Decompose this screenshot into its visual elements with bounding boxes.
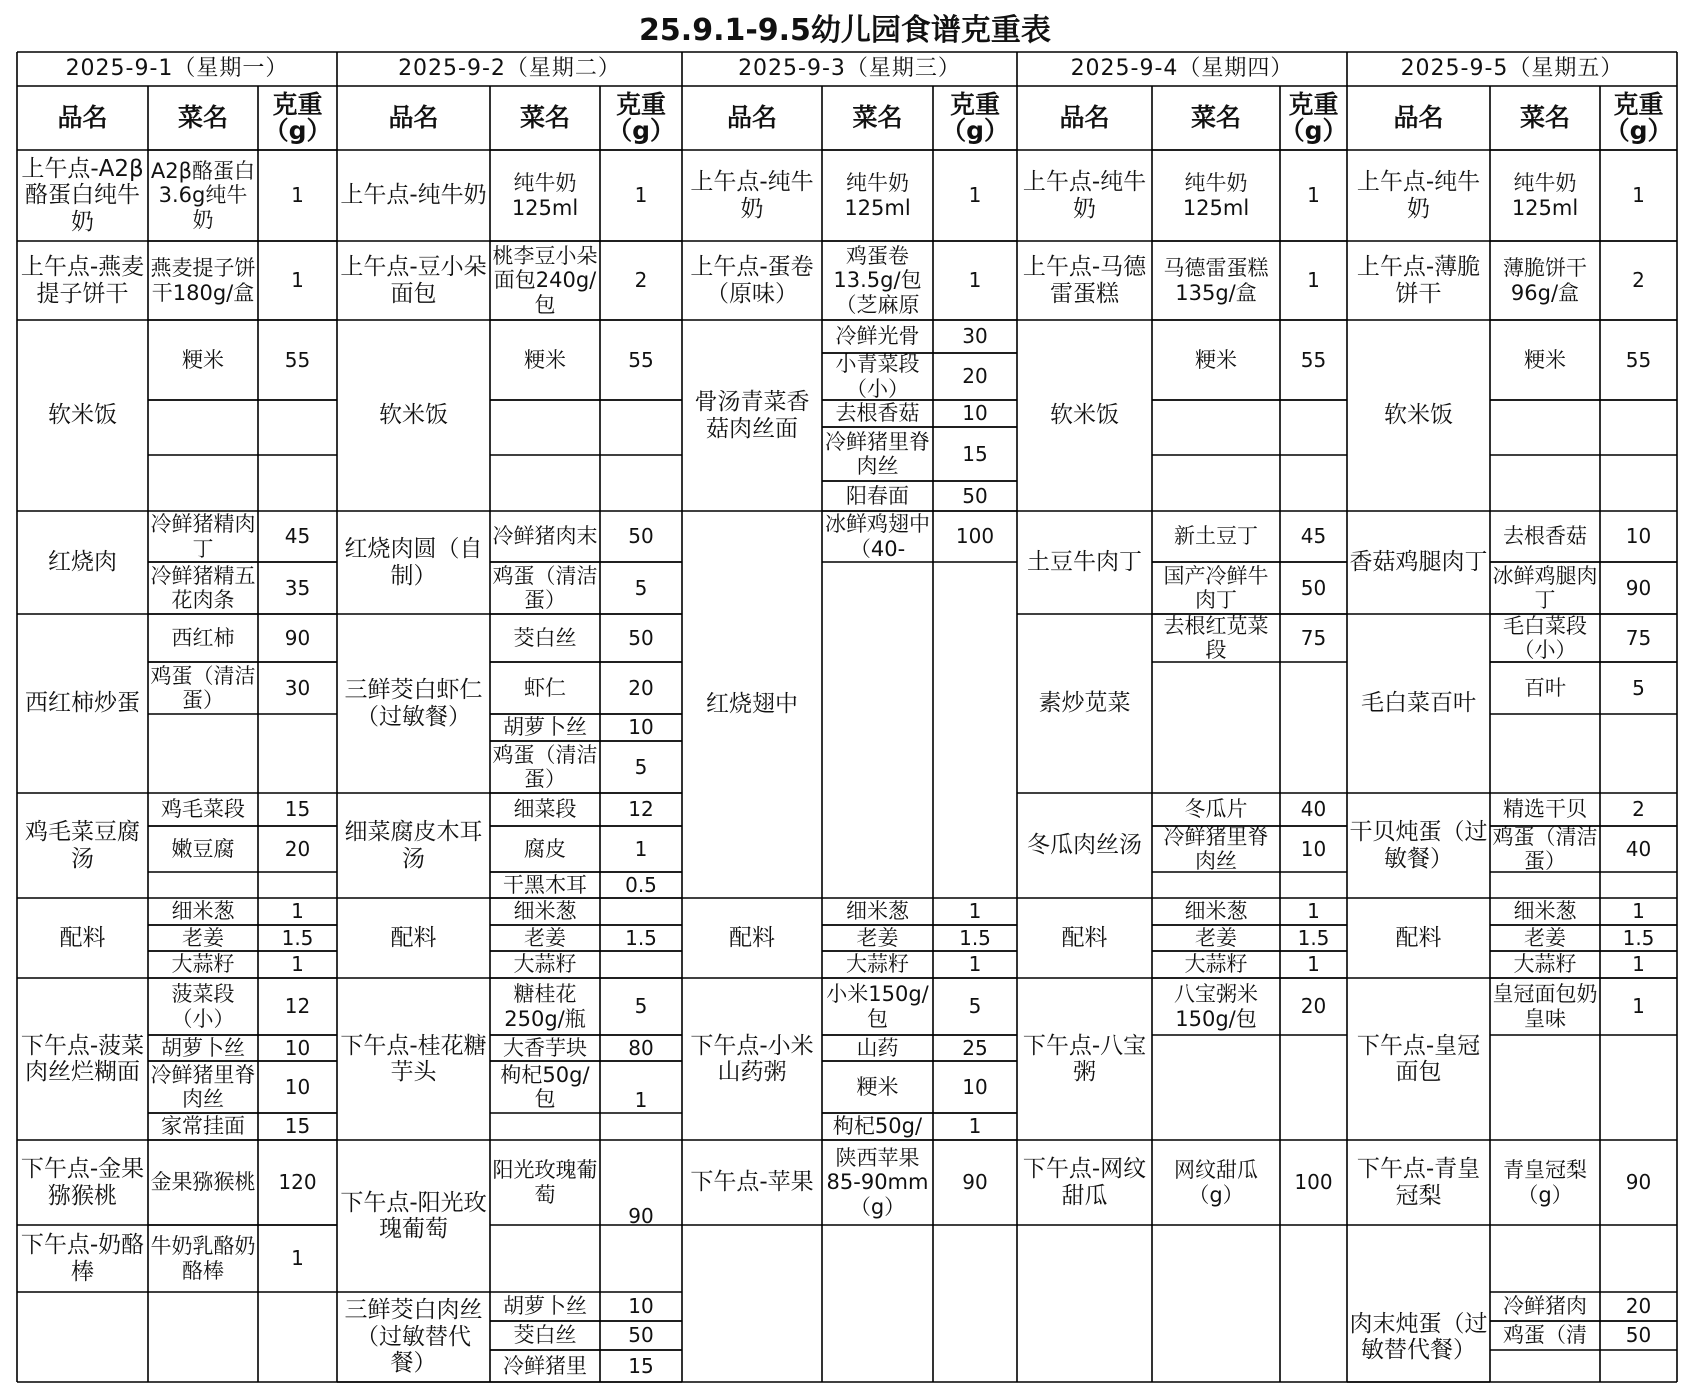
item-weight: 10 <box>628 715 654 739</box>
col-header-dish: 品名 <box>57 102 108 132</box>
item-weight: 50 <box>1625 1323 1652 1347</box>
dish-name: 软米饭 <box>379 402 448 429</box>
dish-name: 上午点-燕麦提子饼干 <box>20 254 145 307</box>
item-weight: 2 <box>634 268 648 292</box>
item-name: 冷鲜猪肉末 <box>492 524 598 549</box>
item-name: 大香芋块 <box>503 1035 587 1060</box>
item-weight: 1 <box>968 183 982 207</box>
item-name: 阳光玫瑰葡萄 <box>492 1158 598 1207</box>
col-header-item: 菜名 <box>1190 102 1241 132</box>
item-name: 冷鲜猪里 <box>503 1353 587 1378</box>
item-name: 大蒜籽 <box>171 952 235 977</box>
item-name: 家常挂面 <box>161 1114 245 1139</box>
item-weight: 1 <box>291 183 304 207</box>
item-weight: 1.5 <box>281 925 314 950</box>
item-name: 菠菜段（小） <box>171 982 235 1031</box>
item-weight: 12 <box>284 994 311 1018</box>
dish-name: 上午点-纯牛奶 <box>1022 169 1147 222</box>
dish-name: 西红柿炒蛋 <box>25 690 140 717</box>
item-weight: 55 <box>1625 347 1652 372</box>
item-name: 纯牛奶125ml <box>844 171 911 220</box>
item-weight: 10 <box>1300 836 1327 861</box>
item-weight: 1.5 <box>1297 925 1330 950</box>
dish-name: 三鲜茭白肉丝（过敏替代餐） <box>344 1297 483 1377</box>
item-name: 毛白菜段（小） <box>1503 614 1587 662</box>
item-weight: 75 <box>1300 625 1327 650</box>
item-weight: 90 <box>284 625 311 650</box>
day-date-header: 2025-9-3（星期三） <box>738 56 961 82</box>
item-name: 粳米 <box>182 347 224 372</box>
item-name: 冷鲜猪精肉丁 <box>150 512 256 561</box>
item-name: 阳春面 <box>846 483 909 508</box>
dish-name: 上午点-纯牛奶 <box>1356 169 1481 222</box>
item-name: 薄脆饼干96g/盒 <box>1503 256 1587 305</box>
item-weight: 120 <box>278 1170 317 1194</box>
dish-name: 下午点-金果猕猴桃 <box>20 1156 145 1209</box>
item-name: 八宝粥米150g/包 <box>1174 982 1258 1031</box>
item-name: 细米葱 <box>1184 899 1248 924</box>
col-header-weight: 克重（g） <box>1280 89 1347 145</box>
dish-name: 下午点-八宝粥 <box>1022 1032 1147 1085</box>
col-header-weight: 克重（g） <box>1604 89 1673 145</box>
item-name: 陕西苹果85-90mm（g） <box>826 1146 929 1219</box>
item-name: 细米葱 <box>171 899 235 924</box>
item-name: 牛奶乳酪奶酪棒 <box>150 1234 256 1283</box>
item-weight: 1 <box>291 899 304 923</box>
item-name: 西红柿 <box>171 625 235 650</box>
item-weight: 50 <box>962 483 988 508</box>
item-weight: 20 <box>284 836 311 861</box>
item-name: 老姜 <box>182 925 224 950</box>
item-weight: 1 <box>1632 899 1645 923</box>
item-weight: 1 <box>1632 952 1645 976</box>
item-name: 大蒜籽 <box>1513 952 1577 977</box>
dish-name: 骨汤青菜香菇肉丝面 <box>694 389 810 442</box>
dish-name: 毛白菜百叶 <box>1361 690 1476 717</box>
col-header-weight: 克重（g） <box>941 89 1009 145</box>
item-weight: 0.5 <box>625 872 657 897</box>
item-name: A2β酪蛋白3.6g纯牛奶 <box>150 159 256 232</box>
dish-name: 上午点-蛋卷（原味） <box>690 254 814 307</box>
dish-name: 上午点-薄脆饼干 <box>1356 254 1481 307</box>
col-header-dish: 品名 <box>388 102 439 132</box>
item-weight: 1 <box>291 268 304 292</box>
dish-name: 配料 <box>1395 924 1442 951</box>
item-name: 小青菜段（小） <box>835 353 920 400</box>
dish-name: 软米饭 <box>1384 402 1453 429</box>
item-weight: 20 <box>1300 994 1327 1018</box>
dish-name: 红烧肉 <box>48 549 117 576</box>
item-name: 桃李豆小朵面包240g/包 <box>492 244 598 317</box>
item-name: 去根香菇 <box>835 401 920 426</box>
item-name: 胡萝卜丝 <box>503 715 587 740</box>
dish-name: 土豆牛肉丁 <box>1027 549 1142 576</box>
item-weight: 1 <box>600 1061 682 1140</box>
item-name: 细米葱 <box>846 899 909 924</box>
item-name: 冰鲜鸡翅中（40- <box>825 512 930 561</box>
dish-name: 红烧肉圆（自制） <box>344 536 483 589</box>
item-weight: 50 <box>628 524 654 548</box>
dish-name: 下午点-网纹甜瓜 <box>1022 1156 1147 1209</box>
item-weight: 1.5 <box>959 925 991 950</box>
dish-name: 下午点-菠菜肉丝烂糊面 <box>20 1032 145 1085</box>
item-weight: 1 <box>968 1114 982 1138</box>
item-name: 老姜 <box>856 925 899 950</box>
item-weight: 1 <box>968 268 982 292</box>
item-name: 小米150g/包 <box>826 982 929 1031</box>
item-name: 网纹甜瓜（g） <box>1174 1158 1258 1207</box>
item-name: 冷鲜猪里脊肉丝 <box>825 429 930 478</box>
dish-name: 配料 <box>729 924 775 951</box>
item-name: 老姜 <box>524 925 566 950</box>
dish-name: 下午点-小米山药粥 <box>690 1032 814 1085</box>
item-name: 虾仁 <box>524 675 566 700</box>
dish-name: 上午点-纯牛奶 <box>340 182 487 209</box>
item-weight: 1.5 <box>1622 925 1655 950</box>
col-header-item: 菜名 <box>1519 102 1570 132</box>
item-weight: 1 <box>1307 268 1320 292</box>
col-header-dish: 品名 <box>1393 102 1444 132</box>
col-header-item: 菜名 <box>852 102 903 132</box>
item-weight: 25 <box>962 1035 988 1060</box>
item-name: 鸡蛋卷13.5g/包（芝麻原 <box>833 244 922 317</box>
page-title: 25.9.1-9.5幼儿园食谱克重表 <box>639 13 1051 48</box>
item-name: 粳米 <box>856 1074 899 1099</box>
item-name: 去根红苋菜段 <box>1163 614 1269 662</box>
item-weight: 55 <box>628 347 654 372</box>
item-name: 大蒜籽 <box>513 952 577 977</box>
item-weight: 1 <box>1632 183 1645 207</box>
item-name: 纯牛奶125ml <box>1182 171 1250 220</box>
item-weight: 1 <box>291 952 304 976</box>
item-weight: 10 <box>962 1074 988 1099</box>
item-weight: 15 <box>284 797 311 821</box>
item-weight: 15 <box>284 1114 311 1138</box>
item-weight: 5 <box>634 575 648 600</box>
item-name: 金果猕猴桃 <box>150 1170 256 1195</box>
item-name: 冰鲜鸡腿肉丁 <box>1492 563 1598 612</box>
item-name: 马德雷蛋糕135g/盒 <box>1163 256 1269 305</box>
col-header-item: 菜名 <box>519 102 570 132</box>
item-weight: 15 <box>962 441 988 466</box>
item-name: 粳米 <box>1195 347 1237 372</box>
dish-name: 鸡毛菜豆腐汤 <box>25 819 140 872</box>
item-weight: 2 <box>1632 268 1645 292</box>
item-weight: 5 <box>968 994 982 1018</box>
item-name: 鸡毛菜段 <box>161 797 245 822</box>
item-weight: 55 <box>284 347 311 372</box>
item-name: 鸡蛋（清洁蛋） <box>150 663 256 712</box>
item-weight: 30 <box>284 675 311 700</box>
col-header-weight: 克重（g） <box>263 89 332 145</box>
item-name: 百叶 <box>1524 675 1566 700</box>
item-weight: 1.5 <box>600 898 682 978</box>
item-name: 皇冠面包奶皇味 <box>1492 982 1598 1031</box>
item-name: 细菜段 <box>513 797 577 822</box>
dish-name: 软米饭 <box>48 402 117 429</box>
item-weight: 90 <box>600 1140 682 1292</box>
dish-name: 下午点-桂花糖芋头 <box>340 1032 487 1085</box>
dish-name: 干贝炖蛋（过敏餐） <box>1349 819 1488 872</box>
day-date-header: 2025-9-4（星期四） <box>1070 56 1294 82</box>
item-weight: 10 <box>628 1294 654 1318</box>
item-name: 茭白丝 <box>513 1323 577 1348</box>
day-date-header: 2025-9-5（星期五） <box>1400 56 1624 82</box>
item-weight: 50 <box>628 625 654 650</box>
item-name: 鸡蛋（清洁蛋） <box>492 742 598 791</box>
item-name: 胡萝卜丝 <box>161 1035 245 1060</box>
dish-name: 上午点-纯牛奶 <box>690 169 814 222</box>
item-weight: 45 <box>284 524 311 548</box>
dish-name: 软米饭 <box>1050 402 1119 429</box>
item-weight: 90 <box>1625 575 1652 600</box>
dish-name: 下午点-奶酪棒 <box>20 1232 145 1285</box>
item-weight: 1 <box>291 1246 304 1270</box>
dish-name: 下午点-阳光玫瑰葡萄 <box>340 1189 487 1242</box>
item-name: 枸杞50g/ <box>832 1114 923 1139</box>
col-header-weight: 克重（g） <box>607 89 675 145</box>
item-name: 腐皮 <box>524 836 566 861</box>
item-name: 鸡蛋（清 <box>1503 1323 1587 1348</box>
item-weight: 50 <box>1300 575 1327 600</box>
item-name: 胡萝卜丝 <box>503 1294 587 1319</box>
item-name: 老姜 <box>1524 925 1566 950</box>
item-weight: 20 <box>962 364 988 388</box>
item-weight: 40 <box>1300 797 1327 821</box>
item-weight: 50 <box>628 1323 654 1347</box>
item-weight: 20 <box>1625 1294 1652 1318</box>
item-name: 冷鲜猪肉 <box>1503 1294 1587 1319</box>
item-weight: 10 <box>284 1074 311 1099</box>
item-name: 青皇冠梨（g） <box>1503 1158 1587 1207</box>
item-name: 大蒜籽 <box>846 952 909 977</box>
item-name: 嫩豆腐 <box>171 836 235 861</box>
item-weight: 80 <box>628 1035 654 1060</box>
item-name: 冷鲜猪精五花肉条 <box>150 563 256 612</box>
dish-name: 配料 <box>390 924 437 951</box>
item-name: 老姜 <box>1195 925 1237 950</box>
item-weight: 12 <box>628 797 654 821</box>
dish-name: 冬瓜肉丝汤 <box>1027 832 1142 859</box>
item-weight: 35 <box>284 575 311 600</box>
dish-name: 配料 <box>1061 924 1108 951</box>
dish-name: 细菜腐皮木耳汤 <box>344 819 483 872</box>
item-weight: 1 <box>634 836 648 861</box>
item-name: 鸡蛋（清洁蛋） <box>492 563 598 612</box>
item-weight: 1 <box>1307 183 1320 207</box>
item-weight: 30 <box>962 324 988 348</box>
item-name: 细米葱 <box>513 899 577 924</box>
item-name: 精选干贝 <box>1503 797 1587 822</box>
item-name: 冬瓜片 <box>1184 797 1248 822</box>
item-weight: 2 <box>1632 797 1645 821</box>
item-weight: 1 <box>968 952 982 976</box>
item-name: 茭白丝 <box>513 625 577 650</box>
item-name: 鸡蛋（清洁蛋） <box>1492 826 1598 872</box>
item-name: 国产冷鲜牛肉丁 <box>1163 563 1269 612</box>
item-weight: 5 <box>634 754 648 779</box>
item-name: 冷鲜猪里脊肉丝 <box>150 1062 256 1111</box>
item-weight: 45 <box>1300 524 1327 548</box>
item-name: 山药 <box>856 1035 899 1060</box>
item-name: 冷鲜猪里脊肉丝 <box>1163 826 1269 872</box>
item-weight: 1 <box>1307 899 1320 923</box>
dish-name: 配料 <box>59 924 106 951</box>
item-name: 细米葱 <box>1513 899 1577 924</box>
dish-name: 香菇鸡腿肉丁 <box>1349 549 1488 576</box>
item-name: 糖桂花250g/瓶 <box>504 982 586 1031</box>
item-name: 粳米 <box>1524 347 1566 372</box>
item-weight: 40 <box>1625 836 1652 861</box>
dish-name: 红烧翅中 <box>706 691 798 718</box>
item-name: 冷鲜光骨 <box>835 324 920 349</box>
dish-name: 上午点-豆小朵面包 <box>340 254 487 307</box>
day-date-header: 2025-9-2（星期二） <box>398 56 621 82</box>
item-name: 纯牛奶125ml <box>511 171 579 220</box>
item-weight: 90 <box>962 1170 988 1194</box>
dish-name: 上午点-马德雷蛋糕 <box>1022 254 1147 307</box>
day-date-header: 2025-9-1（星期一） <box>65 56 289 82</box>
item-weight: 1 <box>1307 952 1320 976</box>
item-name: 枸杞50g/包 <box>500 1062 590 1111</box>
item-weight: 100 <box>955 524 995 548</box>
item-weight: 10 <box>1625 524 1652 548</box>
item-name: 燕麦提子饼干180g/盒 <box>150 256 256 305</box>
dish-name: 素炒苋菜 <box>1038 690 1131 717</box>
item-name: 纯牛奶125ml <box>1511 171 1579 220</box>
item-weight: 20 <box>628 675 654 700</box>
dish-name: 三鲜茭白虾仁（过敏餐） <box>344 677 483 730</box>
dish-name: 下午点-皇冠面包 <box>1356 1032 1481 1085</box>
item-name: 大蒜籽 <box>1184 952 1248 977</box>
item-weight: 10 <box>284 1035 311 1060</box>
item-weight: 90 <box>1625 1170 1652 1194</box>
item-weight: 10 <box>962 401 988 425</box>
item-weight: 1 <box>968 899 982 923</box>
item-weight: 1 <box>1632 994 1645 1018</box>
col-header-dish: 品名 <box>1059 102 1110 132</box>
item-weight: 100 <box>1294 1170 1333 1194</box>
dish-name: 上午点-A2β酪蛋白纯牛奶 <box>21 155 144 235</box>
item-weight: 5 <box>1632 675 1645 700</box>
item-weight: 1 <box>634 183 648 207</box>
dish-name: 肉末炖蛋（过敏替代餐） <box>1349 1310 1488 1363</box>
item-weight: 15 <box>628 1353 654 1378</box>
dish-name: 下午点-青皇冠梨 <box>1356 1156 1481 1209</box>
item-name: 去根香菇 <box>1503 524 1587 549</box>
item-name: 新土豆丁 <box>1174 524 1258 549</box>
item-weight: 5 <box>634 994 648 1018</box>
col-header-item: 菜名 <box>177 102 228 132</box>
item-weight: 75 <box>1625 625 1652 650</box>
col-header-dish: 品名 <box>726 102 777 132</box>
item-weight: 55 <box>1300 347 1327 372</box>
item-name: 粳米 <box>524 347 566 372</box>
item-name: 干黑木耳 <box>503 872 587 897</box>
dish-name: 下午点-苹果 <box>690 1169 814 1196</box>
